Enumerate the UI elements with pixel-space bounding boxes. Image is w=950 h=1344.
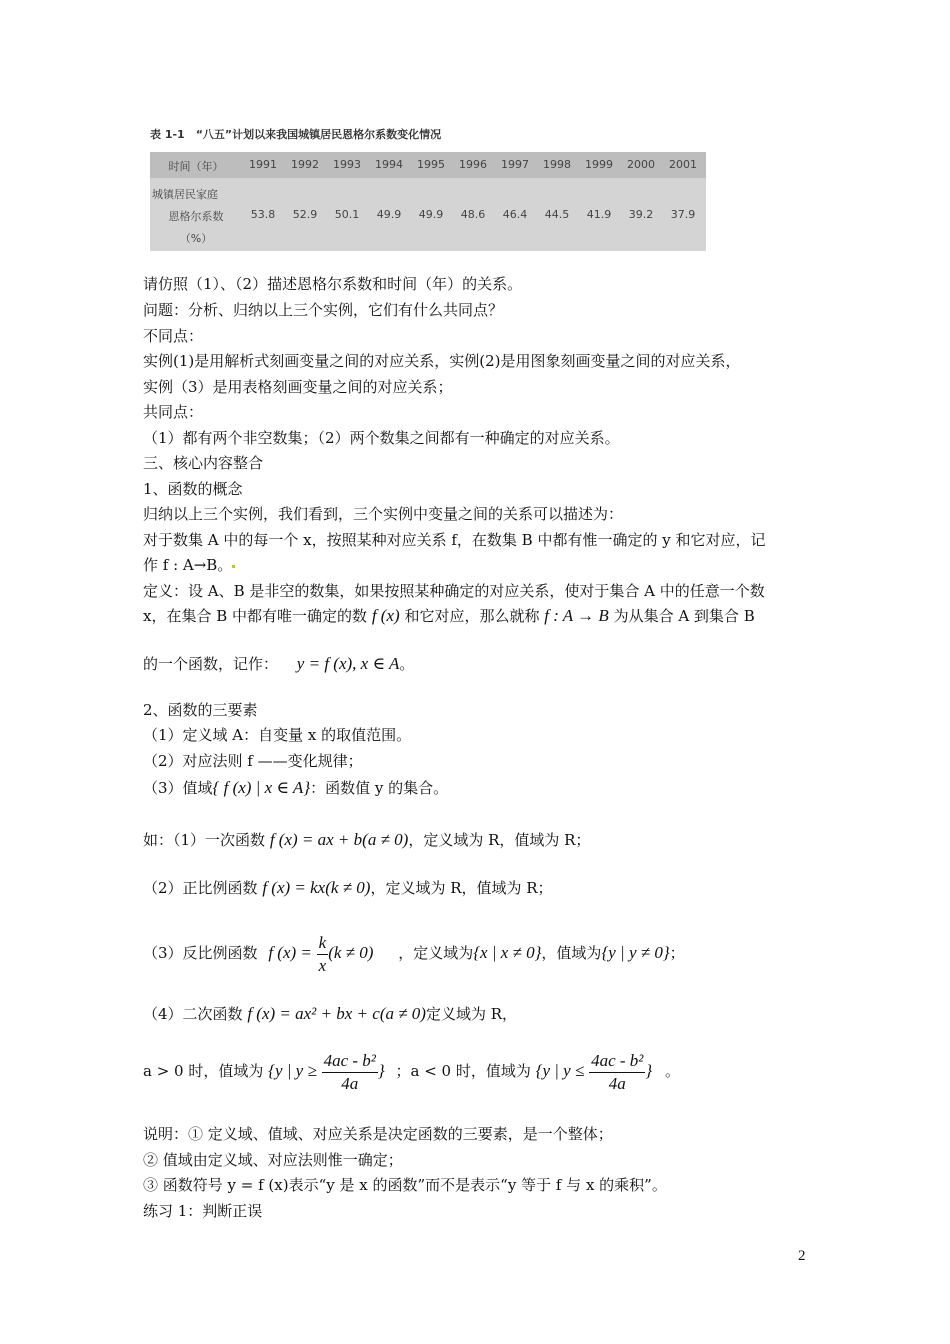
example-line	[143, 1048, 680, 1095]
text: 。	[399, 655, 415, 673]
math-set-right: }	[645, 1061, 653, 1080]
row-label: 城镇居民家庭	[152, 188, 218, 201]
math-inverse-right: (k ≠ 0)	[328, 943, 374, 962]
paragraph: 对于数集 A 中的每一个 x，按照某种对应关系 f，在数集 B 中都有惟一确定的 y 和它对应，记	[143, 531, 766, 549]
text: ，值域为	[541, 944, 602, 962]
year-cell: 1991	[249, 158, 277, 171]
text: 定义域为 R，	[425, 1005, 518, 1023]
value-cell: 52.9	[292, 208, 318, 221]
math-domain: {x | x ≠ 0}	[473, 943, 542, 962]
year-cell: 1995	[417, 158, 445, 171]
text: 的一个函数，记作：	[143, 655, 279, 673]
subsection-heading: 2、函数的三要素	[143, 701, 258, 719]
paragraph: 共同点：	[143, 403, 204, 421]
example-line	[143, 930, 685, 977]
paragraph: （1）定义域 A：自变量 x 的取值范围。	[143, 726, 412, 744]
text: 如：（1）一次函数	[143, 831, 266, 849]
year-cell: 1993	[333, 158, 361, 171]
definition-line	[143, 654, 414, 674]
example-line	[143, 878, 553, 898]
example-line	[143, 1004, 517, 1024]
text: ，定义域为 R，值域为 R；	[408, 831, 591, 849]
bullet-dot	[232, 565, 235, 568]
value-cell: 49.9	[418, 208, 444, 221]
row-label: 恩格尔系数	[168, 210, 224, 223]
table-header-row	[150, 152, 706, 178]
year-cell: 1996	[459, 158, 487, 171]
text: （3）值域	[143, 779, 213, 797]
text: （4）二次函数	[143, 1005, 243, 1023]
table-body	[150, 152, 706, 251]
value-cell: 46.4	[502, 208, 528, 221]
fraction-numerator: k	[317, 932, 329, 955]
math-quadratic: f (x) = ax² + bx + c(a ≠ 0)	[247, 1004, 426, 1023]
paragraph	[143, 555, 235, 575]
text: a > 0 时，值域为	[143, 1062, 264, 1080]
math-proportional: f (x) = kx(k ≠ 0)	[262, 878, 371, 897]
text: ，定义域为 R，值域为 R；	[370, 879, 553, 897]
text: （2）正比例函数	[143, 879, 258, 897]
math-set-left: {y | y ≤	[535, 1061, 585, 1080]
math-function-notation: y = f (x), x ∈ A	[296, 654, 400, 673]
text: ，定义域为	[398, 944, 474, 962]
paragraph	[143, 778, 448, 798]
paragraph: 实例(1)是用解析式刻画变量之间的对应关系，实例(2)是用图象刻画变量之间的对应关系，	[143, 352, 741, 370]
paragraph: （2）对应法则 f ——变化规律；	[143, 752, 363, 770]
year-cell: 1997	[501, 158, 529, 171]
fraction-numerator: 4ac - b²	[322, 1050, 378, 1073]
text: 和它对应，那么就称	[404, 607, 540, 625]
paragraph: ② 值域由定义域、对应法则惟一确定；	[143, 1151, 403, 1169]
paragraph: 定义：设 A、B 是非空的数集，如果按照某种确定的对应关系，使对于集合 A 中的任意一个数	[143, 582, 765, 600]
header-label: 时间（年）	[168, 160, 224, 173]
fraction-denominator: 4a	[341, 1073, 359, 1093]
text: ；a < 0 时，值域为	[395, 1062, 531, 1080]
value-cell: 37.9	[670, 208, 696, 221]
page-number: 2	[798, 1248, 806, 1264]
engel-coefficient-table	[150, 126, 706, 251]
paragraph: ③ 函数符号 y = f (x)表示“y 是 x 的函数”而不是表示“y 等于 f 与 x 的乘积”。	[143, 1176, 667, 1194]
text: x，在集合 B 中都有唯一确定的数	[143, 607, 368, 625]
value-cell: 41.9	[586, 208, 612, 221]
math-inverse-left: f (x) =	[268, 943, 312, 962]
example-line	[143, 830, 590, 850]
value-cell: 50.1	[334, 208, 360, 221]
math-set-left: {y | y ≥	[268, 1061, 317, 1080]
text: ：函数值 y 的集合。	[310, 779, 449, 797]
math-linear: f (x) = ax + b(a ≠ 0)	[269, 830, 409, 849]
table-title: 表 1-1 “八五”计划以来我国城镇居民恩格尔系数变化情况	[150, 128, 442, 141]
fraction-denominator: x	[318, 955, 327, 975]
math-set-right: }	[377, 1061, 385, 1080]
math-fraction	[589, 1050, 645, 1095]
fraction-numerator: 4ac - b²	[589, 1050, 645, 1073]
paragraph: 归纳以上三个实例，我们看到，三个实例中变量之间的关系可以描述为：	[143, 505, 624, 523]
paragraph: 练习 1：判断正误	[143, 1202, 263, 1220]
text: 为从集合 A 到集合 B	[613, 607, 755, 625]
section-heading: 三、核心内容整合	[143, 454, 264, 472]
math-mapping: f : A → B	[544, 606, 609, 625]
fraction-denominator: 4a	[608, 1073, 626, 1093]
text: 作 f : A→B。	[143, 556, 233, 574]
math-range-inverse: {y | y ≠ 0}	[601, 943, 670, 962]
paragraph: 不同点：	[143, 327, 204, 345]
year-cell: 2000	[627, 158, 655, 171]
value-cell: 44.5	[544, 208, 570, 221]
paragraph: 实例（3）是用表格刻画变量之间的对应关系；	[143, 378, 453, 396]
math-fraction	[322, 1050, 378, 1095]
paragraph: 说明：① 定义域、值域、对应关系是决定函数的三要素，是一个整体；	[143, 1125, 613, 1143]
year-cell: 1992	[291, 158, 319, 171]
text: （3）反比例函数	[143, 944, 258, 962]
value-cell: 49.9	[376, 208, 402, 221]
paragraph: （1）都有两个非空数集；（2）两个数集之间都有一种确定的对应关系。	[143, 429, 620, 447]
paragraph: 请仿照（1）、（2）描述恩格尔系数和时间（年）的关系。	[143, 275, 523, 293]
year-cell: 1999	[585, 158, 613, 171]
year-cell: 2001	[669, 158, 697, 171]
paragraph: 问题：分析、归纳以上三个实例，它们有什么共同点？	[143, 301, 504, 319]
value-cell: 48.6	[460, 208, 486, 221]
text: 。	[665, 1062, 681, 1080]
value-cell: 39.2	[628, 208, 654, 221]
math-range: { f (x) | x ∈ A}	[212, 778, 311, 797]
row-label: （%）	[179, 232, 213, 245]
math-fx: f (x)	[371, 606, 400, 625]
definition-line	[143, 606, 755, 626]
value-cell: 53.8	[250, 208, 276, 221]
subsection-heading: 1、函数的概念	[143, 480, 243, 498]
math-fraction	[317, 932, 329, 977]
year-cell: 1994	[375, 158, 403, 171]
year-cell: 1998	[543, 158, 571, 171]
text: ；	[669, 944, 685, 962]
